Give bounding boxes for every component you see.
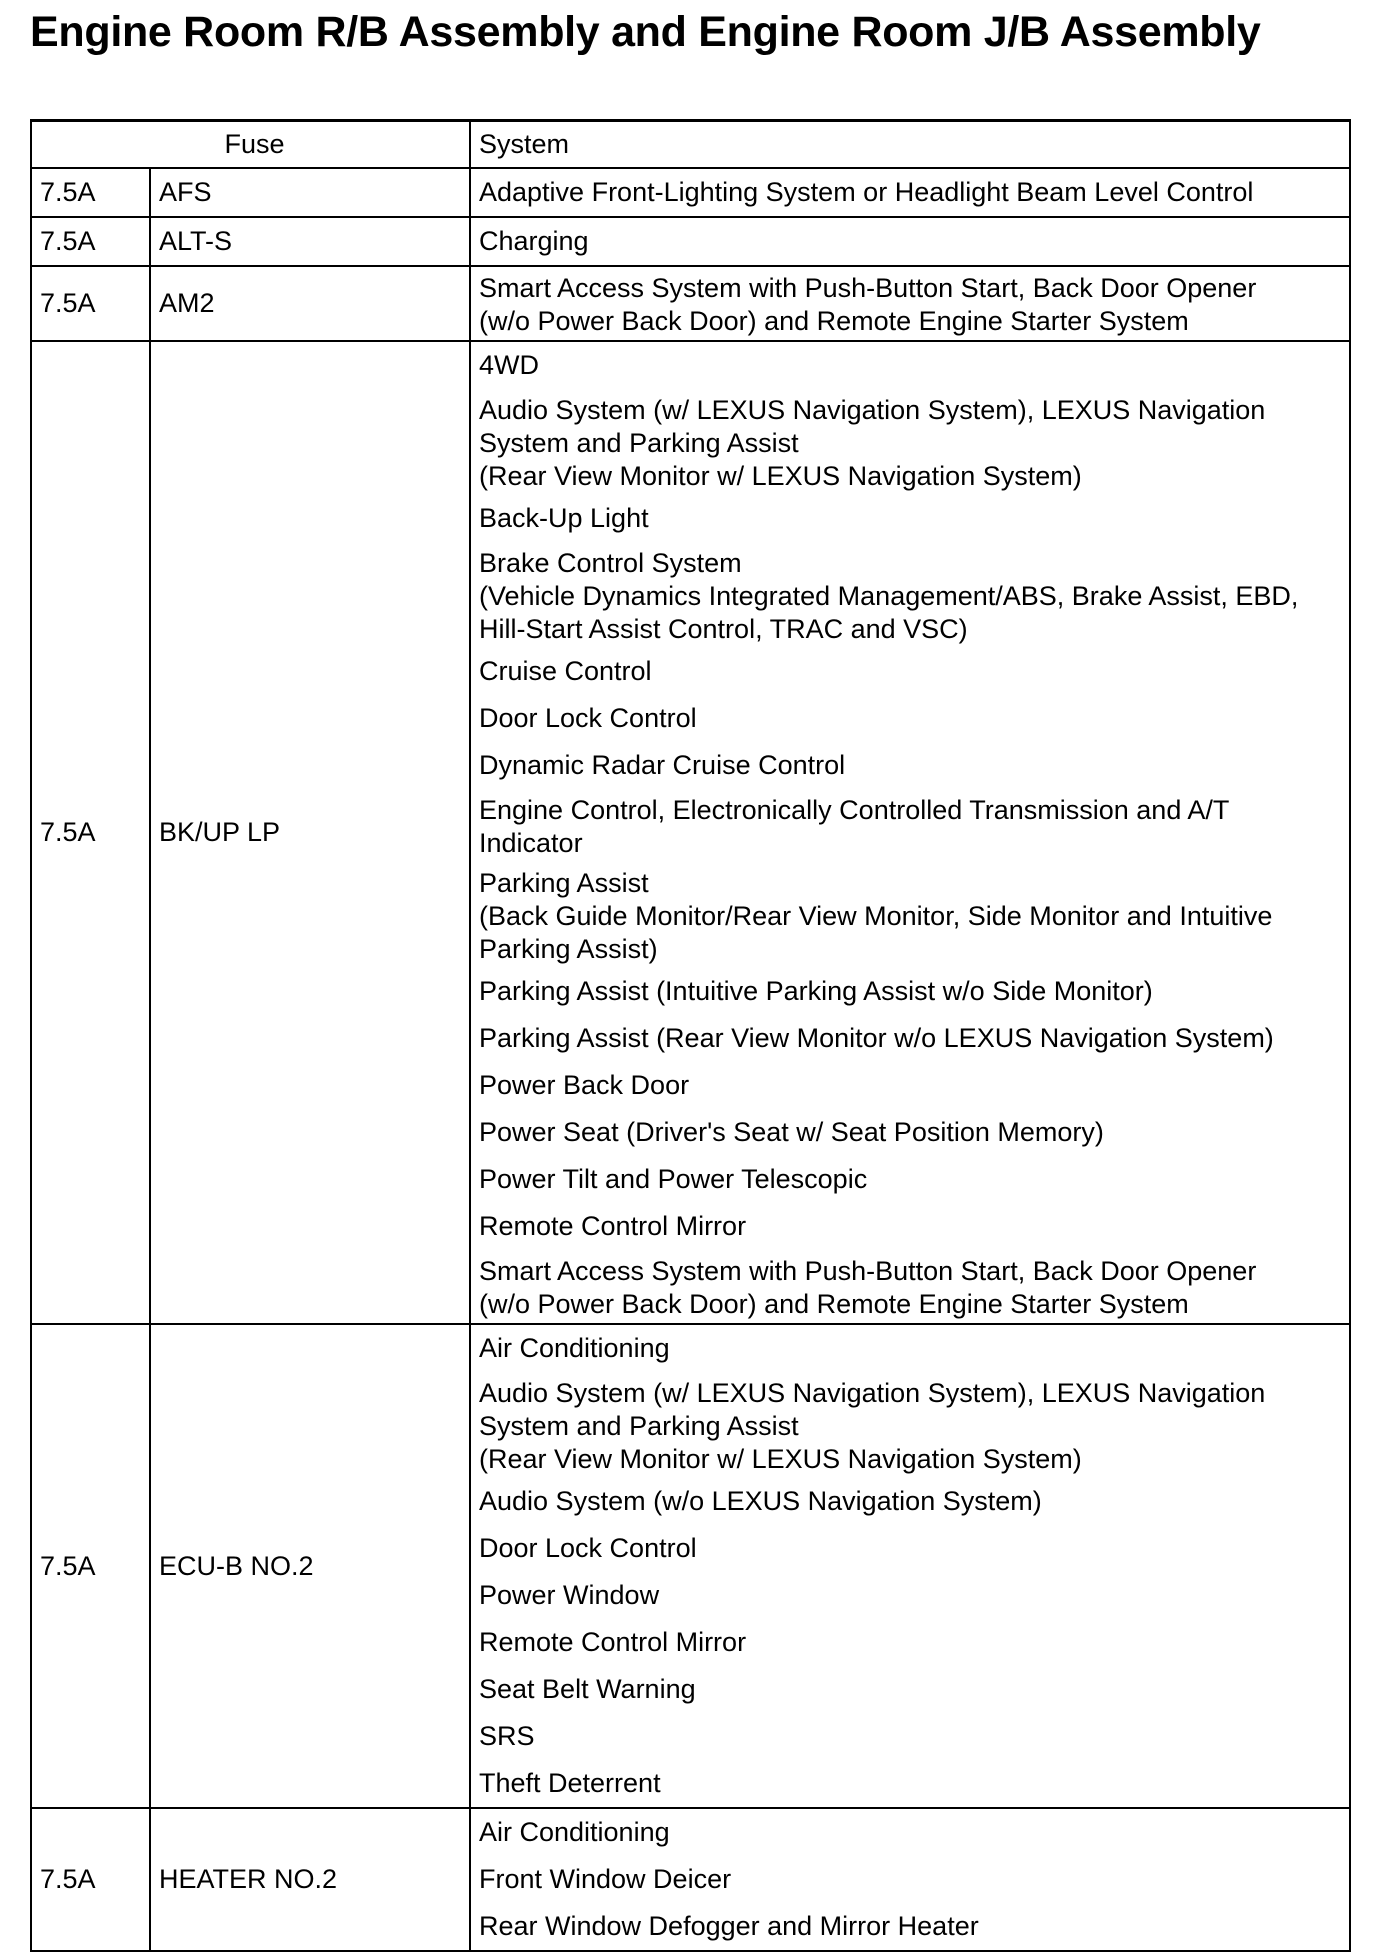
system-text-line: (Vehicle Dynamics Integrated Management/ABS, Brake Assist, EBD,	[479, 581, 1299, 611]
fuse-name: AFS	[150, 168, 470, 217]
system-entry	[479, 1666, 1349, 1713]
system-text-line: Door Lock Control	[479, 703, 697, 733]
system-entry	[479, 648, 1349, 695]
system-entry	[479, 1325, 1349, 1372]
system-text-line: Dynamic Radar Cruise Control	[479, 750, 846, 780]
system-text-line: Adaptive Front-Lighting System or Headlight Beam Level Control	[479, 177, 1254, 207]
system-entry	[479, 495, 1349, 542]
system-column-header: System	[470, 121, 1350, 169]
system-text-line: Audio System (w/ LEXUS Navigation System), LEXUS Navigation	[479, 395, 1266, 425]
fuse-amperage: 7.5A	[31, 168, 150, 217]
system-entry	[479, 742, 1349, 789]
system-entry	[479, 695, 1349, 742]
system-entry	[479, 342, 1349, 389]
system-text-line: Seat Belt Warning	[479, 1674, 696, 1704]
table-row	[31, 1324, 1350, 1808]
table-row	[31, 341, 1350, 1324]
fuse-column-header: Fuse	[31, 121, 470, 169]
system-list	[470, 266, 1350, 341]
fuse-amperage: 7.5A	[31, 217, 150, 266]
system-entry	[479, 1015, 1349, 1062]
system-text-line: Door Lock Control	[479, 1533, 697, 1563]
system-entry	[479, 542, 1349, 648]
system-text-line: Brake Control System	[479, 548, 742, 578]
system-text-line: Cruise Control	[479, 656, 652, 686]
system-entry	[479, 1478, 1349, 1525]
system-text-line: 4WD	[479, 350, 539, 380]
system-entry	[479, 1372, 1349, 1478]
system-text-line: (w/o Power Back Door) and Remote Engine Starter System	[479, 1289, 1189, 1319]
fuse-name: ECU-B NO.2	[150, 1324, 470, 1808]
system-text-line: Charging	[479, 226, 589, 256]
system-entry	[479, 1713, 1349, 1760]
system-text-line: Remote Control Mirror	[479, 1211, 747, 1241]
fuse-amperage: 7.5A	[31, 1324, 150, 1808]
system-entry	[479, 218, 1349, 265]
system-text-line: (Rear View Monitor w/ LEXUS Navigation System)	[479, 1444, 1082, 1474]
system-entry	[479, 789, 1349, 862]
fuse-name: ALT-S	[150, 217, 470, 266]
system-text-line: Power Tilt and Power Telescopic	[479, 1164, 868, 1194]
system-entry	[479, 267, 1349, 340]
system-entry	[479, 1525, 1349, 1572]
system-entry	[479, 389, 1349, 495]
system-entry	[479, 862, 1349, 968]
system-text-line: Power Window	[479, 1580, 660, 1610]
system-entry	[479, 1572, 1349, 1619]
fuse-name: BK/UP LP	[150, 341, 470, 1324]
system-entry	[479, 1856, 1349, 1903]
system-entry	[479, 1903, 1349, 1950]
system-text-line: Power Seat (Driver's Seat w/ Seat Position Memory)	[479, 1117, 1104, 1147]
system-text-line: Parking Assist (Intuitive Parking Assist w/o Side Monitor)	[479, 976, 1153, 1006]
system-text-line: Theft Deterrent	[479, 1768, 661, 1798]
system-entry	[479, 1619, 1349, 1666]
system-text-line: Parking Assist	[479, 868, 649, 898]
table-row	[31, 1808, 1350, 1951]
system-text-line: (w/o Power Back Door) and Remote Engine Starter System	[479, 306, 1189, 336]
system-text-line: System and Parking Assist	[479, 1411, 799, 1441]
table-row	[31, 168, 1350, 217]
system-entry	[479, 1203, 1349, 1250]
system-text-line: (Rear View Monitor w/ LEXUS Navigation System)	[479, 461, 1082, 491]
system-text-line: Hill-Start Assist Control, TRAC and VSC)	[479, 614, 968, 644]
system-entry	[479, 1250, 1349, 1323]
system-entry	[479, 1809, 1349, 1856]
system-text-line: Engine Control, Electronically Controlled Transmission and A/T	[479, 795, 1230, 825]
system-text-line: Smart Access System with Push-Button Start, Back Door Opener	[479, 273, 1257, 303]
system-text-line: Audio System (w/o LEXUS Navigation System)	[479, 1486, 1042, 1516]
page-title: Engine Room R/B Assembly and Engine Room J/B Assembly	[30, 8, 1261, 56]
table-row	[31, 217, 1350, 266]
system-text-line: Parking Assist (Rear View Monitor w/o LEXUS Navigation System)	[479, 1023, 1274, 1053]
system-list	[470, 1808, 1350, 1951]
fuse-name: HEATER NO.2	[150, 1808, 470, 1951]
system-list	[470, 1324, 1350, 1808]
system-text-line: Indicator	[479, 828, 583, 858]
system-entry	[479, 1156, 1349, 1203]
system-text-line: Parking Assist)	[479, 934, 658, 964]
system-text-line: Smart Access System with Push-Button Start, Back Door Opener	[479, 1256, 1257, 1286]
system-entry	[479, 169, 1349, 216]
system-entry	[479, 1760, 1349, 1807]
fuse-amperage: 7.5A	[31, 1808, 150, 1951]
fuse-name: AM2	[150, 266, 470, 341]
system-text-line: (Back Guide Monitor/Rear View Monitor, Side Monitor and Intuitive	[479, 901, 1273, 931]
fuse-amperage: 7.5A	[31, 266, 150, 341]
system-list	[470, 341, 1350, 1324]
system-list	[470, 217, 1350, 266]
system-text-line: Air Conditioning	[479, 1817, 670, 1847]
system-text-line: Rear Window Defogger and Mirror Heater	[479, 1911, 979, 1941]
table-row	[31, 266, 1350, 341]
system-entry	[479, 1109, 1349, 1156]
system-text-line: Air Conditioning	[479, 1333, 670, 1363]
system-text-line: SRS	[479, 1721, 535, 1751]
system-entry	[479, 1062, 1349, 1109]
system-text-line: Back-Up Light	[479, 503, 649, 533]
system-entry	[479, 968, 1349, 1015]
table-header-row	[31, 121, 1350, 169]
fuse-table	[30, 119, 1351, 1952]
system-text-line: System and Parking Assist	[479, 428, 799, 458]
system-text-line: Remote Control Mirror	[479, 1627, 747, 1657]
fuse-amperage: 7.5A	[31, 341, 150, 1324]
system-text-line: Front Window Deicer	[479, 1864, 732, 1894]
system-list	[470, 168, 1350, 217]
system-text-line: Power Back Door	[479, 1070, 690, 1100]
system-text-line: Audio System (w/ LEXUS Navigation System), LEXUS Navigation	[479, 1378, 1266, 1408]
fuse-table-body	[31, 168, 1350, 1951]
